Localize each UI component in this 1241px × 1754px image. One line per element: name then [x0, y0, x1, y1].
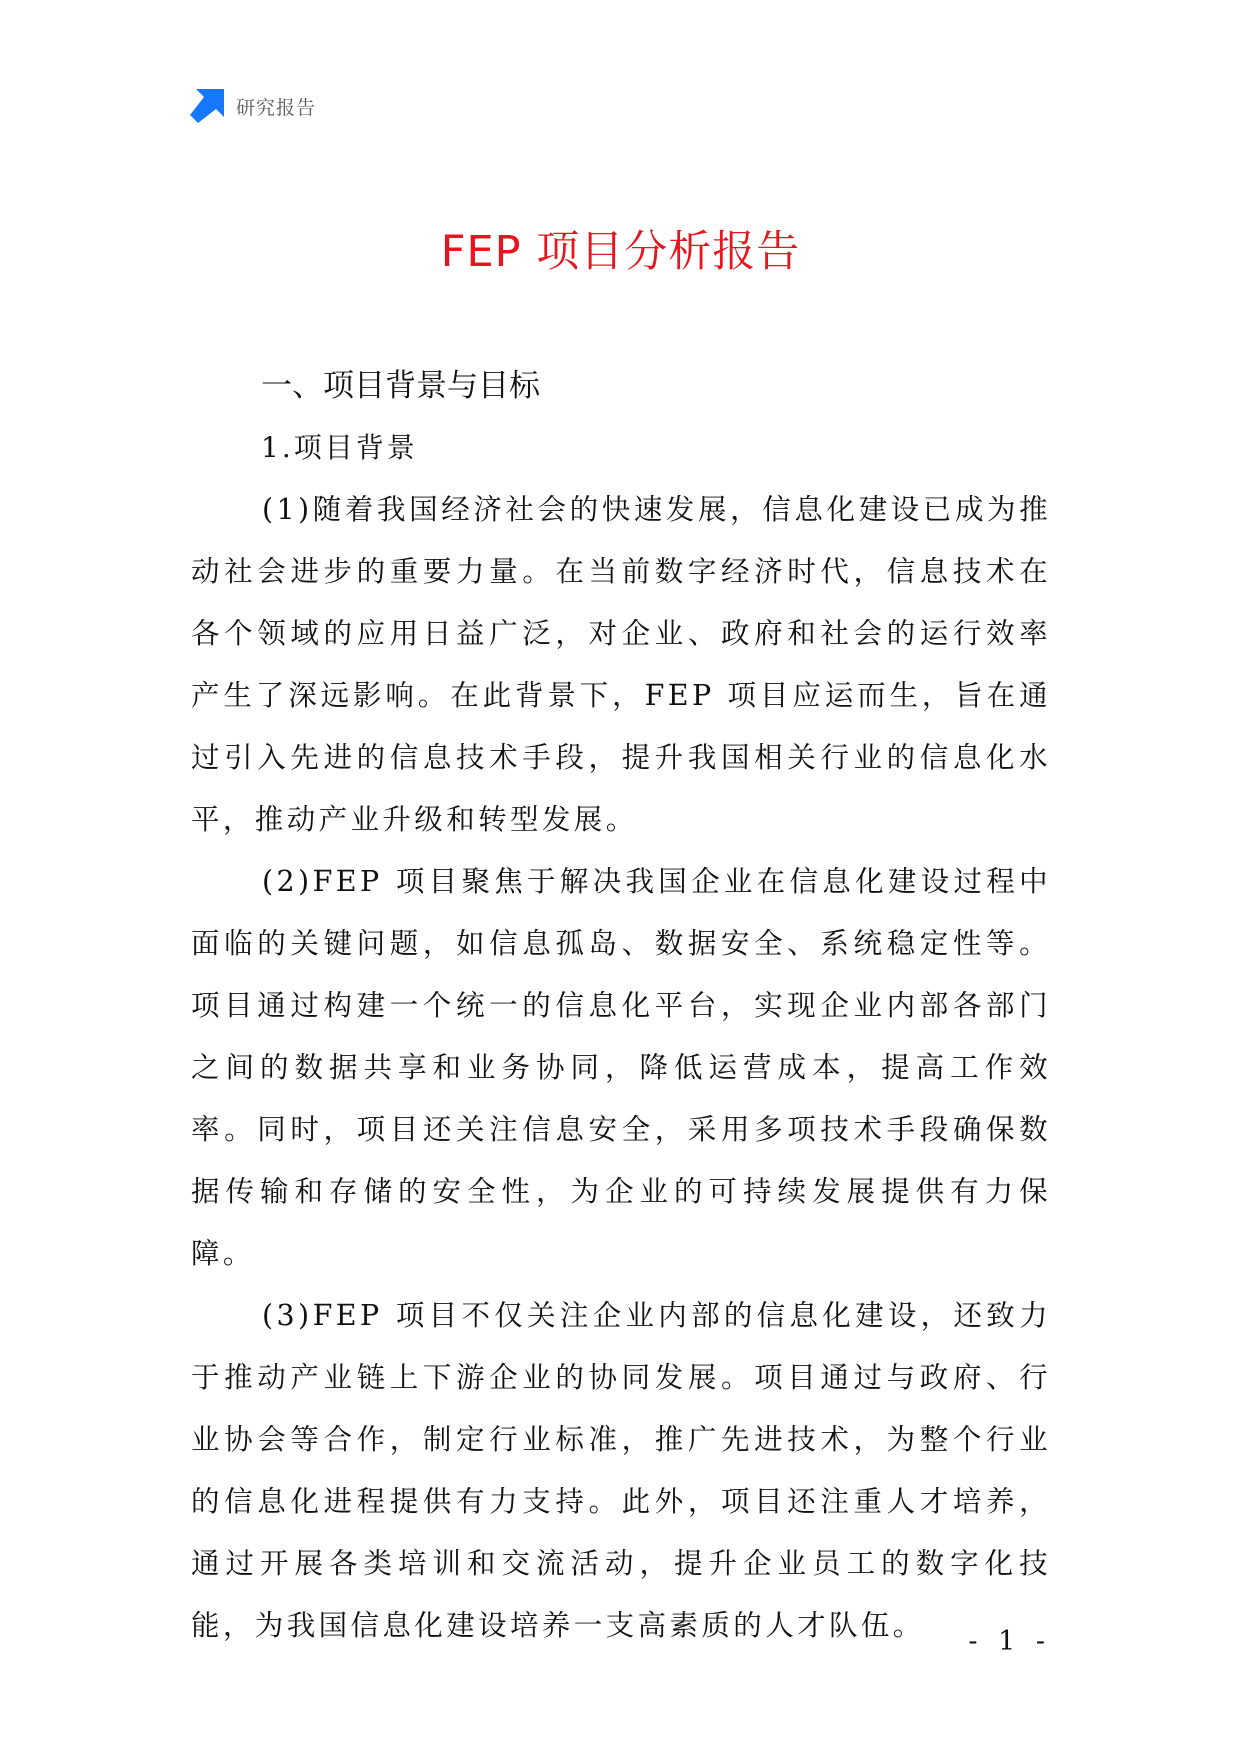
report-header: [190, 88, 316, 124]
document-title: FEP 项目分析报告: [440, 227, 801, 277]
paragraph-2: (2)FEP 项目聚焦于解决我国企业在信息化建设过程中面临的关键问题，如信息孤岛、数据安全、系统稳定性等。项目通过构建一个统一的信息化平台，实现企业内部各部门之间的数据共享和业务协同，降低运营成本，提高工作效率。同时，项目还关注信息安全，采用多项技术手段确保数据传输和存储的安全性，为企业的可持续发展提供有力保障。: [191, 865, 1051, 1270]
arrow-up-right-icon: [190, 89, 224, 123]
sub-heading: 1.项目背景: [261, 431, 418, 464]
paragraph-3: (3)FEP 项目不仅关注企业内部的信息化建设，还致力于推动产业链上下游企业的协同发展。项目通过与政府、行业协会等合作，制定行业标准，推广先进技术，为整个行业的信息化进程提供有力支持。此外，项目还注重人才培养，通过开展各类培训和交流活动，提升企业员工的数字化技能，为我国信息化建设培养一支高素质的人才队伍。: [191, 1299, 1051, 1642]
document-body: [191, 355, 1051, 1657]
paragraph-1: (1)随着我国经济社会的快速发展，信息化建设已成为推动社会进步的重要力量。在当前数字经济时代，信息技术在各个领域的应用日益广泛，对企业、政府和社会的运行效率产生了深远影响。在此背景下，FEP 项目应运而生，旨在通过引入先进的信息技术手段，提升我国相关行业的信息化水平，推动产业升级和转型发展。: [191, 493, 1051, 836]
header-label: 研究报告: [236, 96, 317, 119]
page-number: - 1 -: [968, 1626, 1051, 1657]
section-heading: 一、项目背景与目标: [261, 368, 540, 404]
